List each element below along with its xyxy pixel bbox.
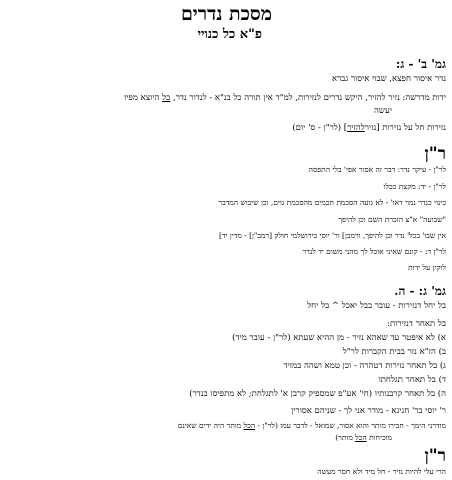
text-span: מודרני הימך - חבירו מותר והוא אסור, שמואל - לדבר עמו (לר"ן - — [257, 421, 446, 430]
text-span: ידות מדרשה: נזיר להזיר, היקש נדרים לנזירות, למ"ד אין תורה כל בנ"א - לנדור נדר, — [173, 93, 446, 103]
section2-subheading: בל תאחר דנזירות: — [387, 319, 446, 329]
section2-line: בל יחל דנזירות - עובר בבל יאכל ^ בל יחל — [307, 301, 446, 311]
section2-line: ר' יוסי בר' חנינא - מודר אני לך - שניהם אסורין — [291, 406, 446, 416]
section1-heading: גמ' ב' - ג: — [395, 57, 446, 71]
underlined-word: להזיר — [347, 123, 365, 133]
underlined-word: הכל — [243, 421, 256, 430]
list-item: ה) בל תאחר קרבנותיו (חי' אע"פ שמספיק קרבן א' לתגלחת; לא מתפיסו בנדר) — [189, 389, 446, 399]
text-span: נזירות חל על נזירות [נזיר — [364, 123, 446, 133]
section2-line — [335, 434, 392, 442]
underlined-word: כל — [162, 93, 171, 103]
underlined-word: הכל — [355, 433, 367, 442]
ran1-line: לר"ן ד: - קונם שאיני אוכל לך מהני משום יד לנדר — [302, 247, 446, 256]
ran1-line: לוקין על ידות — [408, 263, 446, 272]
section1-line: יעשה — [374, 106, 392, 116]
text-span: מותר היה ידים שאינם — [177, 421, 242, 430]
section1-line — [124, 94, 446, 103]
section2-line — [178, 422, 446, 430]
ran1-line: לר"ן - עיקר נדר: דבר זה אסור אפי' בלי התפסה — [308, 165, 446, 174]
list-item: ד) בל תאחר תגלחתו — [378, 375, 446, 385]
text-span: מותר) — [335, 433, 353, 442]
ran1-line: כינוי כנדר נמוי דאו' - לא גועה הסכמת חכמים מהסכמת גוים, וכן שיבוש המדבר — [218, 198, 446, 207]
ran1-heading: ר"ן — [424, 144, 446, 164]
text-span: (לר"ן - ס' יום) — [292, 123, 342, 133]
ran1-line: לר"ן - יד: מקצת ככלו — [383, 182, 446, 191]
text-span: מוכיחות — [369, 433, 392, 442]
page-title: מסכת נדרים — [180, 3, 272, 25]
section1-line: נזירות חל על נזירות [נזירלהזיר] (לר"ן - ס' יום) — [292, 123, 446, 133]
ran1-line: "שבועה" א"צ הזכרת השם וכן להיפך — [338, 215, 446, 224]
page-subtitle: פ"א כל כנויי — [197, 27, 262, 42]
section1-line: נדר איסור חפצא, שבוי איסור גברא — [331, 74, 446, 84]
text-span: היוצא מפיו — [124, 93, 160, 103]
ran2-heading: ר"ן — [424, 446, 446, 466]
list-item: ב) הז"א נזר בבית הקברות לר"ל — [342, 347, 446, 357]
ran1-line: אין שבו' בכל' נדר וכן להיפך, ורמבן] ור' יוסי בירושלמי חולק [רמב"ן] - מדין יד] — [218, 231, 446, 240]
list-item: א) לא איפטר עד שאהא נזיר - מן ההיא שעתא (לר"ן - עובר מיד) — [232, 333, 446, 343]
ran2-line: הרי עלי להיות נזיר - חל מיד ולא חסר מעשה — [317, 467, 446, 476]
section2-heading: גמ' ג: - ה. — [394, 284, 446, 298]
list-item: ג) בל תאחר נזירות דטהרה - וכן טמא ושהה במזיד — [283, 361, 446, 371]
